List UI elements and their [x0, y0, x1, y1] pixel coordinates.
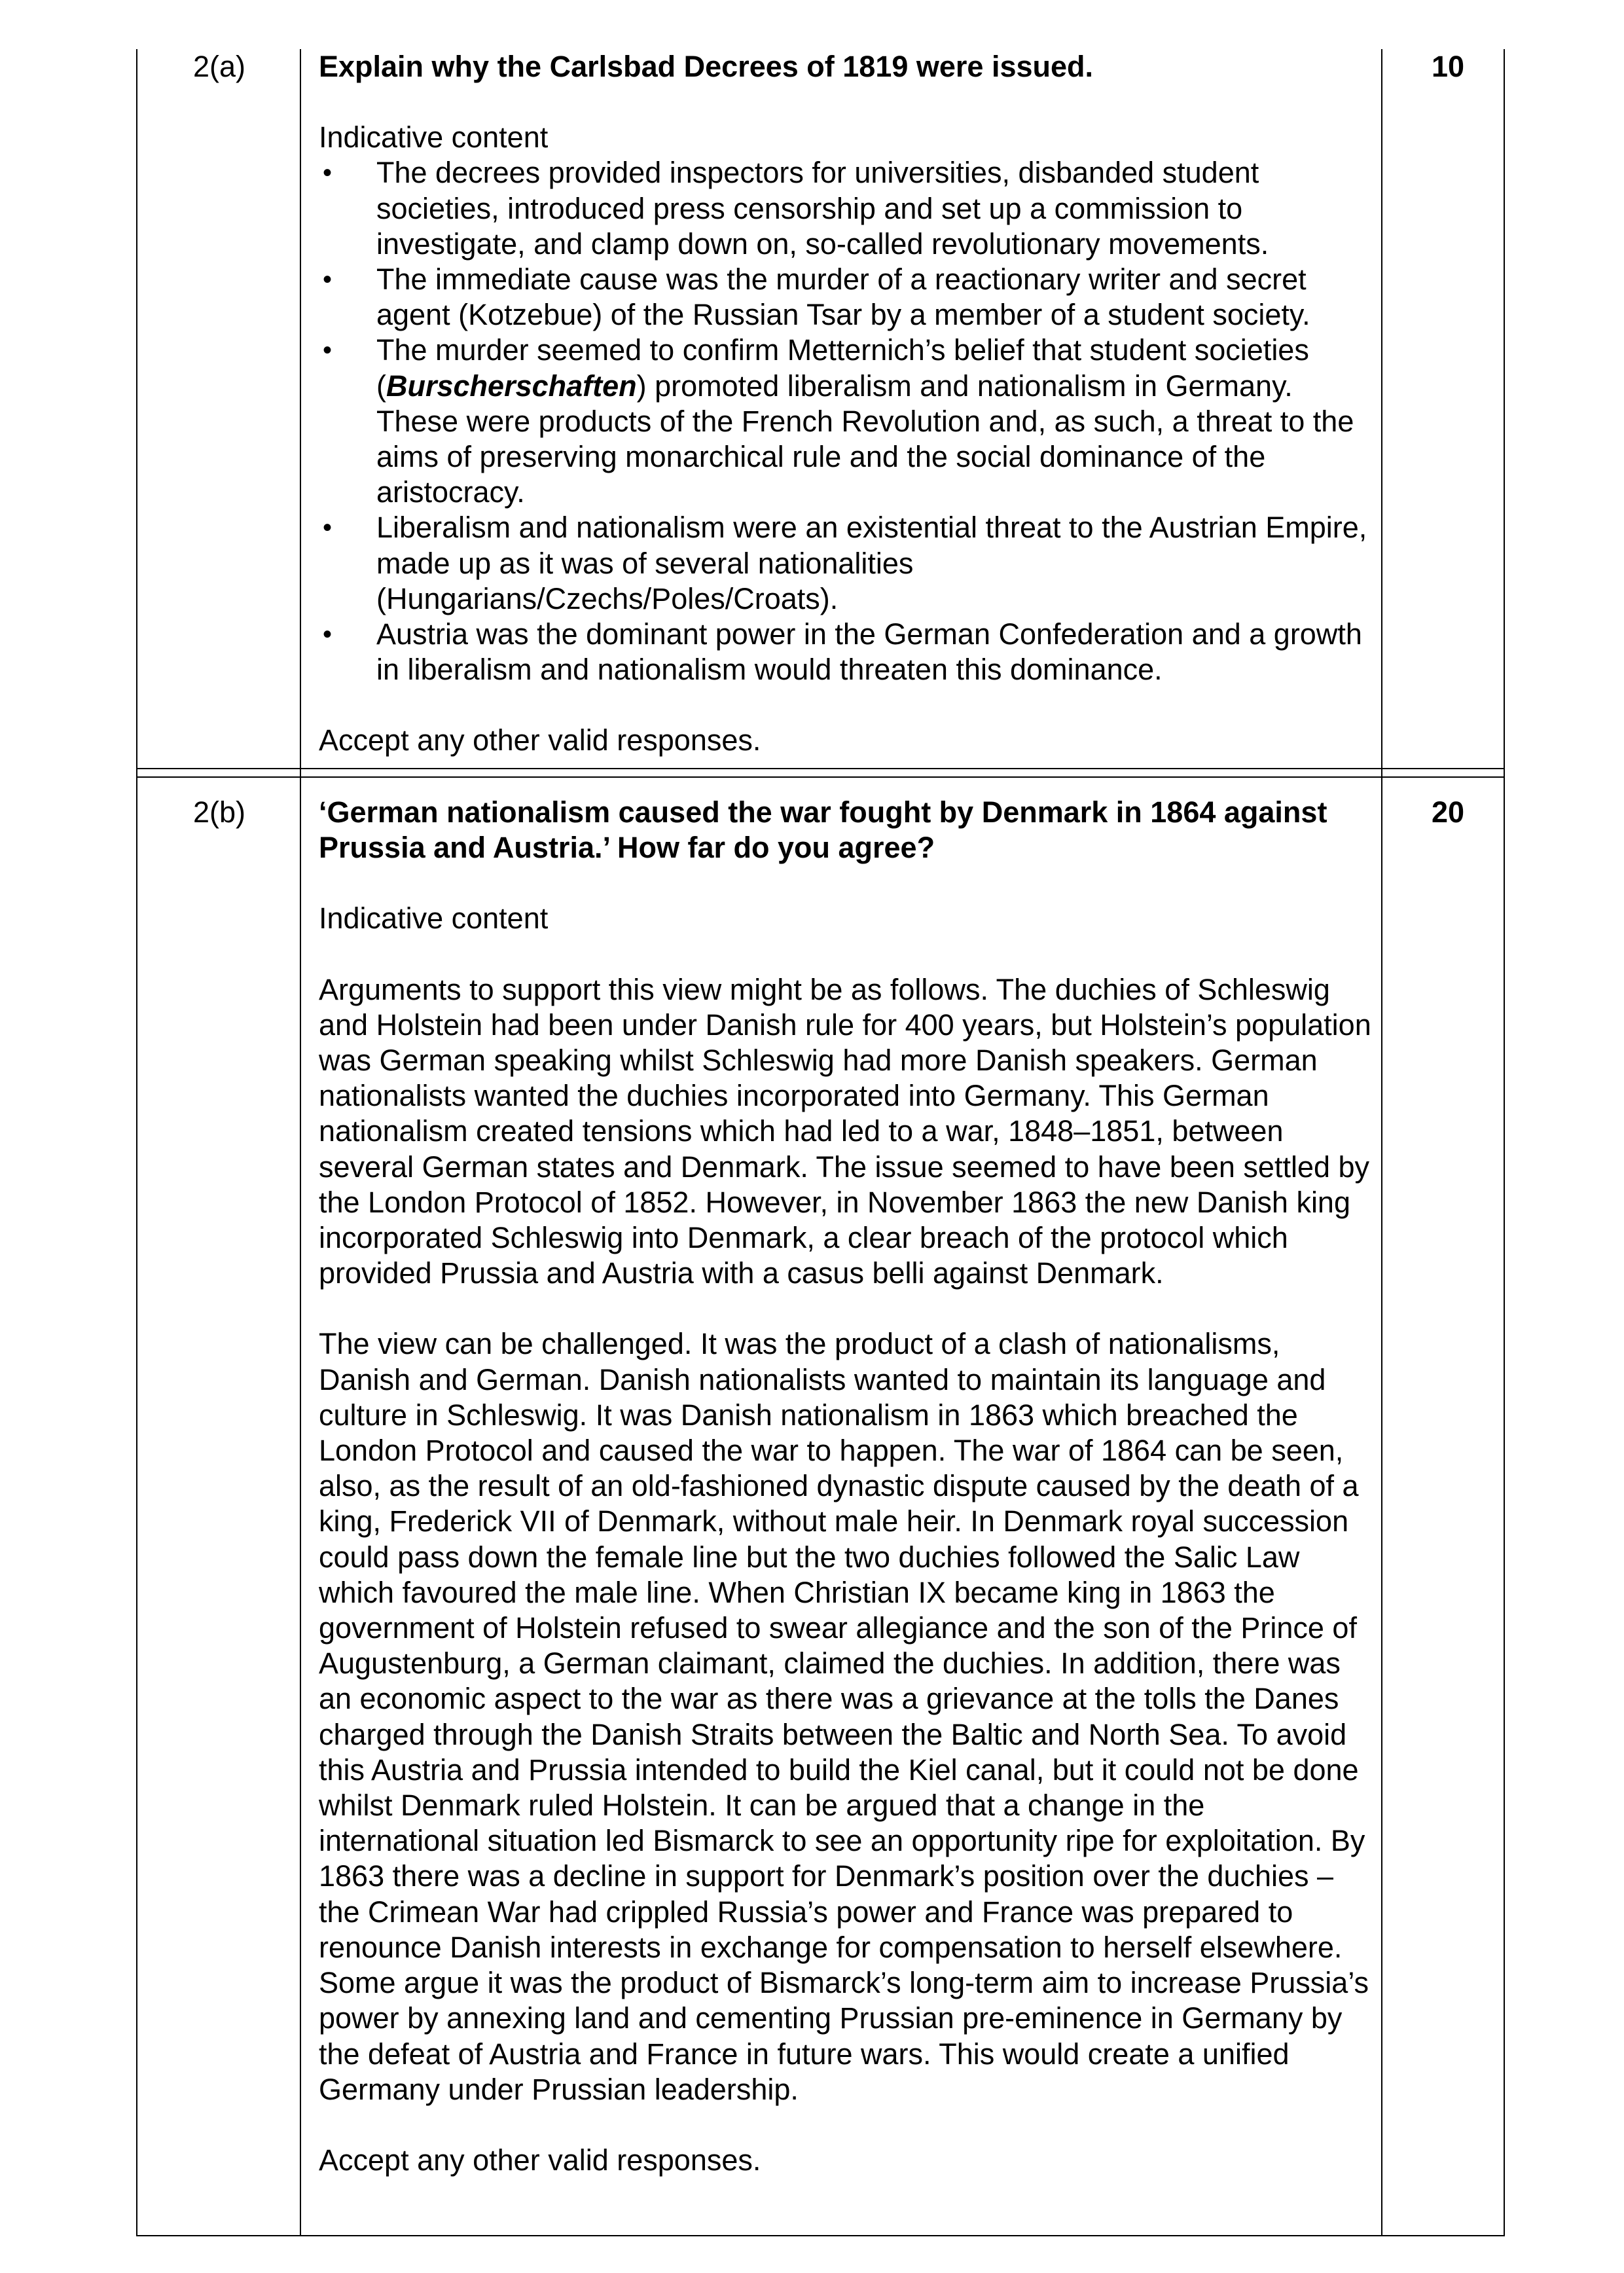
row-separator-bottom — [136, 776, 1505, 778]
indicative-content-list — [319, 155, 1373, 687]
question-content — [319, 795, 1373, 2178]
emphasis-term: Burscherschaften — [386, 369, 637, 403]
question-number: 2(b) — [192, 795, 246, 829]
table-border-left — [136, 49, 137, 2236]
argument-paragraph: The view can be challenged. It was the product of a clash of nationalisms, Danish and German. Danish nationalists wanted to maintain its language and culture in Schleswig. It was Danish nationalism in 1863 which breached the London Protocol and caused the war to happen. The war of 1864 can be seen, also, as the result of an old-fashioned dynastic dispute caused by the death of a king, Frederick VII of Denmark, without male heir. In Denmark royal succession could pass down the female line but the two duchies followed the Salic Law which favoured the male line. When Christian IX became king in 1863 the government of Holstein refused to swear allegiance and the son of the Prince of Augustenburg, a German claimant, claimed the duchies. In addition, there was an economic aspect to the war as there was a grievance at the tolls the Danes charged through the Danish Straits between the Baltic and North Sea. To avoid this Austria and Prussia intended to build the Kiel canal, but it could not be done whilst Denmark ruled Holstein. It can be argued that a change in the international situation led Bismarck to see an opportunity ripe for exploitation. By 1863 there was a decline in support for Denmark’s position over the duchies – the Crimean War had crippled Russia’s power and France was prepared to renounce Danish interests in exchange for compensation to herself elsewhere. Some argue it was the product of Bismarck’s long-term aim to increase Prussia’s power by annexing land and cementing Prussian pre-eminence in Germany by the defeat of Austria and France in future wars. This would create a unified Germany under Prussian leadership. — [319, 1327, 1369, 2106]
row-separator-top — [136, 768, 1505, 769]
list-item-text: ) promoted liberalism and nationalism in Germany. These were products of the French Revolution and, as such, a threat to the aims of preserving monarchical rule and the social dominance of the aristocracy. — [376, 369, 1354, 509]
table-border-right — [1504, 49, 1505, 2236]
table-border-bottom — [136, 2235, 1505, 2236]
question-content — [319, 49, 1373, 759]
indicative-content-heading: Indicative content — [319, 901, 549, 936]
question-number: 2(a) — [192, 50, 246, 83]
table-divider-marks-col — [1381, 49, 1382, 2236]
list-item: • The decrees provided inspectors for universities, disbanded student societies, introduced press censorship and set up a commission to investigate, and clamp down on, so-called revolutionary movements. — [319, 155, 1373, 262]
list-item — [319, 333, 1373, 510]
question-marks: 20 — [1431, 795, 1465, 829]
question-title: Explain why the Carlsbad Decrees of 1819 were issued. — [319, 50, 1094, 83]
closing-note: Accept any other valid responses. — [319, 723, 761, 757]
list-item: • Liberalism and nationalism were an existential threat to the Austrian Empire, made up as it was of several nationalities (Hungarians/Czechs/Poles/Croats). — [319, 510, 1373, 617]
table-divider-question-col — [300, 49, 301, 2236]
list-item: • The immediate cause was the murder of a reactionary writer and secret agent (Kotzebue) of the Russian Tsar by a member of a student society. — [319, 262, 1373, 333]
argument-paragraph: Arguments to support this view might be as follows. The duchies of Schleswig and Holstein had been under Danish rule for 400 years, but Holstein’s population was German speaking whilst Schleswig had more Danish speakers. German nationalists wanted the duchies incorporated into Germany. This German nationalism created tensions which had led to a war, 1848–1851, between several German states and Denmark. The issue seemed to have been settled by the London Protocol of 1852. However, in November 1863 the new Danish king incorporated Schleswig into Denmark, a clear breach of the protocol which provided Prussia and Austria with a casus belli against Denmark. — [319, 972, 1371, 1290]
question-title: ‘German nationalism caused the war fought by Denmark in 1864 against Prussia and Austria.’ How far do you agree? — [319, 795, 1327, 865]
indicative-content-heading: Indicative content — [319, 120, 549, 155]
closing-note: Accept any other valid responses. — [319, 2143, 761, 2177]
list-item: • Austria was the dominant power in the German Confederation and a growth in liberalism and nationalism would threaten this dominance. — [319, 617, 1373, 687]
list-item-text: The murder seemed to confirm Metternich’s belief that student societies ( — [376, 333, 1309, 403]
question-marks: 10 — [1431, 50, 1465, 83]
